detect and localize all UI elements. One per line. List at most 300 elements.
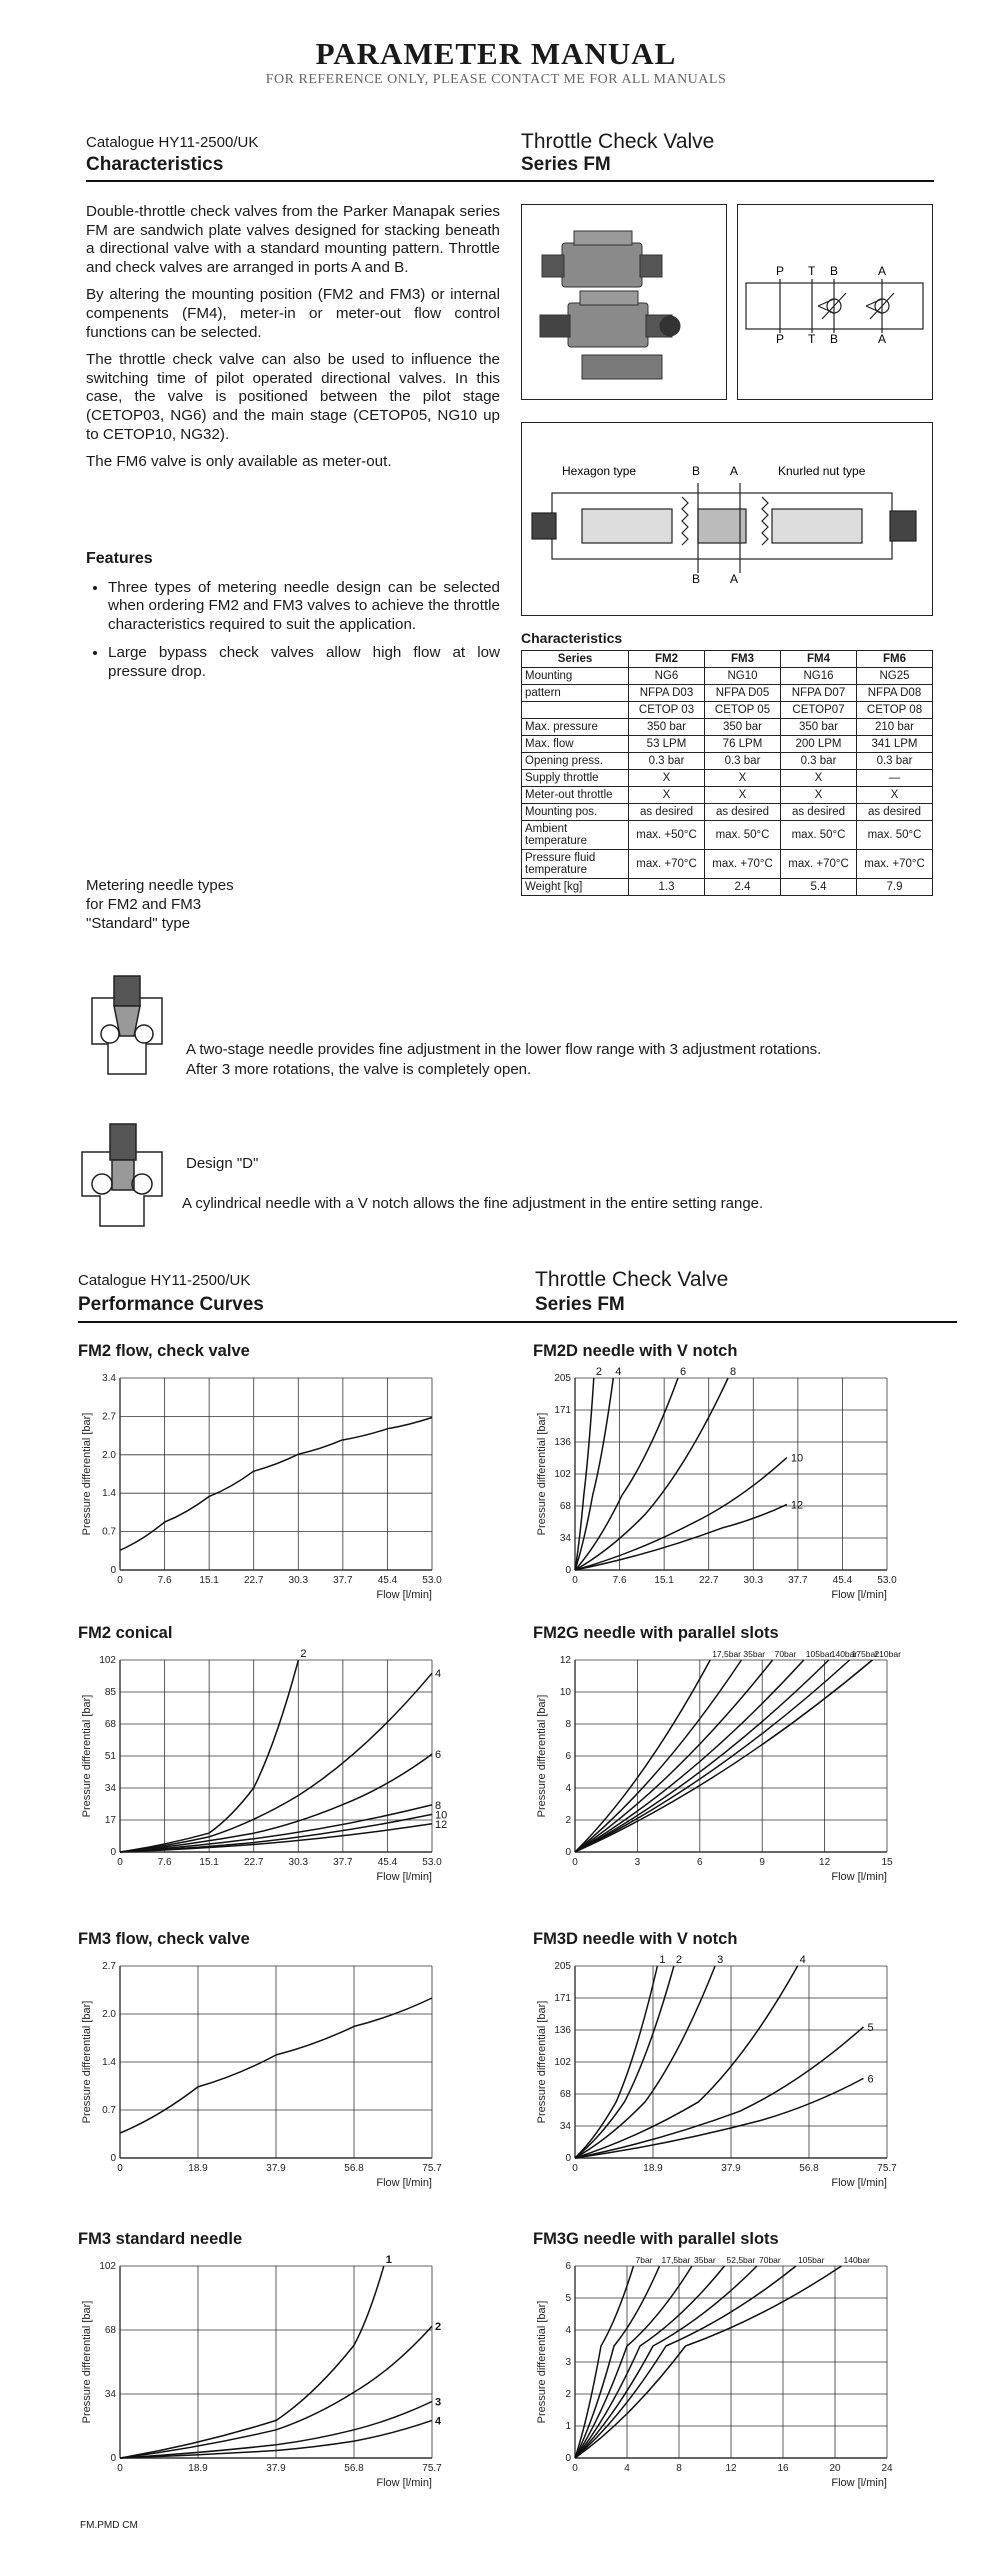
section-drawing-box — [521, 422, 933, 616]
header-rule — [86, 180, 934, 182]
y-tick-label: 1 — [565, 2421, 571, 2432]
table-cell: X — [857, 787, 933, 804]
x-tick-label: 0 — [572, 1575, 578, 1586]
x-tick-label: 37.9 — [721, 2163, 741, 2174]
design-d-desc: A cylindrical needle with a V notch allows the fine adjustment in the entire setting range. — [182, 1195, 764, 1212]
table-cell: 350 bar — [629, 719, 705, 736]
row-label-cell: Mounting — [522, 668, 629, 685]
standard-desc-line: After 3 more rotations, the valve is completely open. — [186, 1061, 532, 1078]
row-label-cell: Mounting pos. — [522, 804, 629, 821]
table-cell: NG6 — [629, 668, 705, 685]
line-chart — [533, 1646, 913, 1894]
x-tick-label: 37.7 — [333, 1575, 353, 1586]
table-cell: CETOP 03 — [629, 702, 705, 719]
series-label: 4 — [435, 2415, 442, 2428]
hexagon-type-label: Hexagon type — [562, 464, 637, 478]
table-cell: NG10 — [705, 668, 781, 685]
table-cell: 0.3 bar — [857, 753, 933, 770]
section-heading: Characteristics — [86, 154, 224, 175]
table-cell: CETOP 08 — [857, 702, 933, 719]
symbol-port-b: B — [830, 332, 839, 346]
line-chart — [78, 1952, 458, 2200]
series-label: 3 — [717, 1954, 724, 1966]
x-tick-label: 0 — [117, 1857, 123, 1868]
x-axis-label: Flow [l/min] — [376, 2177, 432, 2189]
intro-paragraph: The FM6 valve is only available as meter-out. — [86, 453, 392, 471]
table-cell: 76 LPM — [705, 736, 781, 753]
y-tick-label: 0 — [110, 2453, 116, 2464]
y-tick-label: 136 — [554, 1437, 571, 1448]
y-tick-label: 68 — [104, 1719, 116, 1730]
table-cell: X — [781, 787, 857, 804]
characteristics-table — [521, 650, 933, 896]
series-label: 175bar — [851, 1649, 879, 1659]
x-tick-label: 24 — [881, 2463, 893, 2474]
series-label: 12 — [790, 1499, 804, 1512]
line-chart — [533, 1364, 913, 1612]
table-cell: max. +70°C — [781, 850, 857, 879]
row-label-cell: Ambient temperature — [522, 821, 629, 850]
header-rule — [78, 1321, 957, 1323]
feature-item: • Three types of metering needle design can be selected when ordering FM2 and FM3 valves to achieve the throttle characteristics required to suit the application. — [108, 579, 500, 635]
x-tick-label: 37.7 — [788, 1575, 808, 1586]
catalogue-label: Catalogue HY11-2500/UK — [86, 134, 259, 151]
chart-title: FM2G needle with parallel slots — [533, 1624, 779, 1642]
table-cell: NFPA D08 — [857, 685, 933, 702]
table-header-cell: FM6 — [857, 651, 933, 668]
chart-title: FM3 standard needle — [78, 2230, 243, 2248]
row-label-cell — [522, 702, 629, 719]
y-tick-label: 2.0 — [102, 2009, 116, 2020]
table-cell: NFPA D03 — [629, 685, 705, 702]
x-tick-label: 15 — [881, 1857, 893, 1868]
x-tick-label: 15.1 — [654, 1575, 674, 1586]
x-tick-label: 15.1 — [199, 1857, 219, 1868]
features-title: Features — [86, 550, 153, 567]
intro-paragraph: The throttle check valve can also be used to influence the switching time of pilot operated directional valves. In this case, the valve is positioned between the pilot stage (CETOP03, NG6) and the main stage (CETOP05, NG10 up to CETOP10, NG32). — [86, 351, 500, 443]
y-axis-label: Pressure differential [bar] — [536, 2300, 548, 2424]
x-tick-label: 45.4 — [377, 1575, 398, 1586]
symbol-port-a: A — [878, 264, 887, 278]
x-tick-label: 22.7 — [243, 1857, 264, 1868]
series-label: 3 — [435, 2396, 442, 2409]
y-tick-label: 1.4 — [102, 1488, 116, 1500]
x-tick-label: 15.1 — [199, 1575, 219, 1586]
table-cell: X — [705, 787, 781, 804]
section-port-b: B — [692, 464, 701, 478]
series-label: 8 — [730, 1366, 737, 1378]
x-tick-label: 0 — [117, 1575, 123, 1586]
section-drawing — [522, 423, 931, 614]
series-label: 1 — [385, 2254, 392, 2266]
x-tick-label: 18.9 — [188, 2463, 208, 2474]
chart-title: FM2 conical — [78, 1624, 173, 1642]
x-tick-label: 0 — [572, 1857, 578, 1868]
series-line — [575, 1458, 787, 1570]
series-label: 10 — [790, 1452, 804, 1465]
footer-code: FM.PMD CM — [80, 2520, 138, 2531]
y-axis-label: Pressure differential [bar] — [536, 1694, 548, 1818]
series-label: 35bar — [743, 1649, 766, 1659]
x-tick-label: 30.3 — [288, 1857, 309, 1868]
needle-types-line: "Standard" type — [86, 915, 191, 932]
x-tick-label: 37.7 — [333, 1857, 353, 1868]
x-tick-label: 53.0 — [422, 1857, 442, 1868]
x-tick-label: 56.8 — [799, 2163, 819, 2174]
series-line — [120, 1418, 432, 1551]
table-cell: max. +70°C — [629, 850, 705, 879]
y-tick-label: 0 — [565, 1565, 571, 1576]
row-label-cell: Max. pressure — [522, 719, 629, 736]
y-axis-label: Pressure differential [bar] — [81, 2000, 93, 2124]
table-row — [522, 702, 933, 719]
row-label-cell: Supply throttle — [522, 770, 629, 787]
product-photo-box — [521, 204, 727, 400]
table-cell: 0.3 bar — [629, 753, 705, 770]
y-axis-label: Pressure differential [bar] — [81, 1412, 93, 1536]
table-cell: 1.3 — [629, 879, 705, 896]
section-port-a: A — [730, 464, 739, 478]
table-header-cell: FM3 — [705, 651, 781, 668]
x-axis-label: Flow [l/min] — [831, 1871, 887, 1883]
table-cell: as desired — [629, 804, 705, 821]
table-cell: X — [629, 770, 705, 787]
chart-title: FM2 flow, check valve — [78, 1342, 250, 1360]
row-label-cell: Weight [kg] — [522, 879, 629, 896]
x-tick-label: 45.4 — [832, 1575, 853, 1586]
x-tick-label: 18.9 — [188, 2163, 208, 2174]
y-tick-label: 171 — [554, 1993, 571, 2004]
series-label: 70bar — [774, 1649, 797, 1659]
y-tick-label: 3.4 — [102, 1373, 116, 1384]
row-label-cell: pattern — [522, 685, 629, 702]
needle-types-label — [86, 876, 234, 933]
table-cell: max. +70°C — [857, 850, 933, 879]
y-tick-label: 34 — [559, 2121, 571, 2132]
y-tick-label: 85 — [104, 1687, 116, 1698]
table-row — [522, 736, 933, 753]
series-line — [575, 2027, 864, 2158]
product-name: Throttle Check Valve — [535, 1268, 729, 1291]
x-tick-label: 20 — [829, 2463, 841, 2474]
y-tick-label: 34 — [104, 1783, 116, 1794]
table-row — [522, 685, 933, 702]
series-label: 52,5bar — [726, 2255, 756, 2265]
table-cell: as desired — [857, 804, 933, 821]
y-axis-label: Pressure differential [bar] — [81, 2300, 93, 2424]
x-tick-label: 7.6 — [157, 1857, 172, 1868]
y-tick-label: 102 — [554, 1469, 571, 1480]
table-cell: NG16 — [781, 668, 857, 685]
row-label-cell: Meter-out throttle — [522, 787, 629, 804]
y-tick-label: 68 — [104, 2325, 116, 2336]
line-chart — [533, 1952, 913, 2200]
y-tick-label: 34 — [104, 2389, 116, 2400]
y-tick-label: 8 — [565, 1719, 571, 1730]
y-axis-label: Pressure differential [bar] — [81, 1694, 93, 1818]
features-section — [86, 550, 500, 692]
y-tick-label: 6 — [565, 1751, 571, 1762]
table-cell: — — [857, 770, 933, 787]
y-tick-label: 2 — [565, 1815, 571, 1826]
x-axis-label: Flow [l/min] — [376, 1589, 432, 1601]
intro-text — [86, 203, 500, 481]
table-cell: NFPA D07 — [781, 685, 857, 702]
table-cell: 0.3 bar — [781, 753, 857, 770]
table-row — [522, 804, 933, 821]
series-label: 105bar — [805, 1649, 833, 1659]
x-tick-label: 18.9 — [643, 2163, 663, 2174]
series-label: 4 — [799, 1954, 806, 1966]
table-cell: as desired — [781, 804, 857, 821]
x-tick-label: 30.3 — [743, 1575, 764, 1586]
standard-needle-desc — [186, 1040, 821, 1080]
series-name: Series FM — [521, 154, 611, 175]
series-label: 2 — [595, 1366, 602, 1378]
y-tick-label: 205 — [554, 1373, 571, 1384]
series-label: 140bar — [843, 2255, 870, 2265]
standard-needle-drawing — [84, 974, 170, 1084]
series-label: 4 — [615, 1366, 622, 1378]
y-tick-label: 0.7 — [102, 2105, 116, 2116]
y-tick-label: 4 — [565, 2325, 571, 2336]
y-tick-label: 0 — [565, 1847, 571, 1858]
symbol-port-p: P — [776, 264, 785, 278]
table-row — [522, 770, 933, 787]
line-chart — [78, 2252, 458, 2500]
series-label: 17,5bar — [712, 1649, 742, 1659]
series-label: 210bar — [874, 1649, 901, 1659]
x-tick-label: 7.6 — [157, 1575, 172, 1586]
x-tick-label: 12 — [725, 2463, 737, 2474]
series-line — [120, 1673, 432, 1852]
intro-paragraph: By altering the mounting position (FM2 and FM3) or internal compenents (FM4), meter-in or meter-out flow control functions can be selected. — [86, 286, 500, 341]
table-row — [522, 787, 933, 804]
x-tick-label: 0 — [117, 2163, 123, 2174]
design-d-needle-drawing — [74, 1122, 170, 1232]
row-label-cell: Opening press. — [522, 753, 629, 770]
section-port-a: A — [730, 572, 739, 586]
needle-types-line: Metering needle types — [86, 877, 234, 894]
table-title: Characteristics — [521, 630, 623, 646]
series-label: 1 — [659, 1954, 666, 1966]
y-tick-label: 2.7 — [102, 1961, 116, 1972]
series-label: 12 — [435, 1818, 448, 1831]
y-axis-label: Pressure differential [bar] — [536, 2000, 548, 2124]
intro-paragraph: Double-throttle check valves from the Parker Manapak series FM are sandwich plate valves designed for stacking beneath a directional valve with a standard mounting pattern. Throttle and check valves are arranged in ports A and B. — [86, 203, 500, 276]
table-cell: X — [705, 770, 781, 787]
x-tick-label: 22.7 — [243, 1575, 264, 1586]
x-tick-label: 45.4 — [377, 1857, 398, 1868]
series-label: 6 — [680, 1366, 687, 1378]
y-axis-label: Pressure differential [bar] — [536, 1412, 548, 1536]
series-label: 70bar — [759, 2255, 781, 2265]
section-heading: Performance Curves — [78, 1294, 264, 1315]
table-cell: NFPA D05 — [705, 685, 781, 702]
x-tick-label: 7.6 — [612, 1575, 627, 1586]
table-cell: max. 50°C — [705, 821, 781, 850]
y-tick-label: 102 — [554, 2057, 571, 2068]
line-chart — [78, 1646, 458, 1894]
y-tick-label: 1.4 — [102, 2057, 116, 2068]
symbol-port-a: A — [878, 332, 887, 346]
y-tick-label: 12 — [559, 1655, 571, 1666]
series-label: 140bar — [830, 1649, 858, 1659]
table-row — [522, 850, 933, 879]
x-tick-label: 53.0 — [422, 1575, 442, 1586]
x-tick-label: 9 — [759, 1857, 765, 1868]
series-name: Series FM — [535, 1294, 625, 1315]
knurled-nut-label: Knurled nut type — [778, 464, 866, 478]
table-cell: X — [629, 787, 705, 804]
y-tick-label: 4 — [565, 1783, 571, 1794]
y-tick-label: 102 — [99, 2261, 116, 2272]
x-tick-label: 37.9 — [266, 2163, 286, 2174]
x-tick-label: 0 — [572, 2463, 578, 2474]
table-cell: 0.3 bar — [705, 753, 781, 770]
page-title: PARAMETER MANUAL — [315, 36, 677, 71]
y-tick-label: 0 — [110, 1847, 116, 1858]
y-tick-label: 136 — [554, 2025, 571, 2036]
table-cell: 200 LPM — [781, 736, 857, 753]
row-label-cell: Max. flow — [522, 736, 629, 753]
y-tick-label: 102 — [99, 1655, 116, 1666]
symbol-port-b: B — [830, 264, 839, 278]
table-cell: 5.4 — [781, 879, 857, 896]
section-port-b: B — [692, 572, 701, 586]
x-axis-label: Flow [l/min] — [376, 1871, 432, 1883]
y-tick-label: 0 — [565, 2153, 571, 2164]
needle-types-line: for FM2 and FM3 — [86, 896, 202, 913]
x-tick-label: 75.7 — [422, 2163, 442, 2174]
y-tick-label: 2 — [565, 2389, 571, 2400]
x-tick-label: 22.7 — [698, 1575, 719, 1586]
x-tick-label: 12 — [819, 1857, 831, 1868]
y-tick-label: 2.0 — [102, 1449, 116, 1461]
x-tick-label: 4 — [624, 2463, 630, 2474]
symbol-port-p: P — [776, 332, 785, 346]
y-tick-label: 0.7 — [102, 1526, 116, 1538]
y-tick-label: 6 — [565, 2261, 571, 2272]
chart-title: FM3G needle with parallel slots — [533, 2230, 779, 2248]
table-cell: as desired — [705, 804, 781, 821]
table-cell: 350 bar — [705, 719, 781, 736]
design-d-title: Design "D" — [186, 1155, 259, 1172]
y-tick-label: 0 — [110, 2153, 116, 2164]
x-tick-label: 37.9 — [266, 2463, 286, 2474]
x-tick-label: 8 — [676, 2463, 682, 2474]
y-tick-label: 51 — [104, 1751, 116, 1762]
y-tick-label: 205 — [554, 1961, 571, 1972]
standard-desc-line: A two-stage needle provides fine adjustment in the lower flow range with 3 adjustment rotations. — [186, 1041, 822, 1058]
table-header-cell: FM4 — [781, 651, 857, 668]
product-name: Throttle Check Valve — [521, 130, 715, 153]
series-label: 10 — [435, 1809, 448, 1822]
x-tick-label: 56.8 — [344, 2463, 364, 2474]
row-label-cell: Pressure fluid temperature — [522, 850, 629, 879]
table-cell: X — [781, 770, 857, 787]
y-tick-label: 0 — [110, 1565, 116, 1576]
table-cell: max. +70°C — [705, 850, 781, 879]
y-tick-label: 5 — [565, 2293, 571, 2304]
series-line — [120, 2266, 384, 2458]
table-header-cell: Series — [522, 651, 629, 668]
symbol-port-t: T — [808, 264, 816, 278]
table-cell: max. +50°C — [629, 821, 705, 850]
table-row — [522, 821, 933, 850]
x-tick-label: 53.0 — [877, 1575, 897, 1586]
series-label: 6 — [435, 1749, 442, 1762]
series-label: 8 — [435, 1799, 442, 1812]
table-cell: max. 50°C — [857, 821, 933, 850]
table-cell: 350 bar — [781, 719, 857, 736]
series-label: 7bar — [635, 2255, 653, 2265]
feature-item: • Large bypass check valves allow high flow at low pressure drop. — [108, 644, 500, 681]
catalogue-label: Catalogue HY11-2500/UK — [78, 1272, 251, 1289]
series-label: 4 — [435, 1668, 442, 1681]
x-axis-label: Flow [l/min] — [831, 1589, 887, 1601]
x-axis-label: Flow [l/min] — [831, 2177, 887, 2189]
y-tick-label: 3 — [565, 2357, 571, 2368]
table-cell: 53 LPM — [629, 736, 705, 753]
chart-title: FM2D needle with V notch — [533, 1342, 738, 1360]
y-tick-label: 17 — [104, 1815, 116, 1826]
table-row — [522, 879, 933, 896]
chart-title: FM3D needle with V notch — [533, 1930, 738, 1948]
table-cell: CETOP 05 — [705, 702, 781, 719]
x-tick-label: 30.3 — [288, 1575, 309, 1586]
table-row — [522, 753, 933, 770]
y-tick-label: 0 — [565, 2453, 571, 2464]
table-cell: 210 bar — [857, 719, 933, 736]
series-line — [120, 1754, 432, 1852]
y-tick-label: 171 — [554, 1405, 571, 1416]
x-tick-label: 56.8 — [344, 2163, 364, 2174]
series-label: 2 — [435, 2321, 442, 2334]
x-tick-label: 0 — [572, 2163, 578, 2174]
y-tick-label: 2.7 — [102, 1411, 116, 1423]
table-header-row — [522, 651, 933, 668]
x-tick-label: 3 — [634, 1857, 641, 1868]
table-cell: 2.4 — [705, 879, 781, 896]
table-cell: CETOP07 — [781, 702, 857, 719]
table-row — [522, 719, 933, 736]
y-tick-label: 68 — [559, 1501, 571, 1512]
valve-photo — [522, 205, 725, 398]
series-label: 105bar — [798, 2255, 825, 2265]
series-label: 2 — [675, 1954, 683, 1966]
series-label: 5 — [867, 2021, 874, 2034]
series-label: 35bar — [694, 2255, 716, 2265]
chart-title: FM3 flow, check valve — [78, 1930, 250, 1948]
x-axis-label: Flow [l/min] — [376, 2477, 432, 2489]
x-tick-label: 75.7 — [877, 2163, 897, 2174]
y-tick-label: 68 — [559, 2089, 571, 2100]
x-tick-label: 6 — [697, 1857, 703, 1868]
line-chart — [78, 1364, 458, 1612]
hydraulic-symbol-box — [737, 204, 933, 400]
table-cell: 7.9 — [857, 879, 933, 896]
table-cell: max. 50°C — [781, 821, 857, 850]
hydraulic-symbol — [738, 205, 931, 398]
symbol-port-t: T — [808, 332, 816, 346]
x-tick-label: 75.7 — [422, 2463, 442, 2474]
table-row — [522, 668, 933, 685]
y-tick-label: 10 — [559, 1687, 571, 1698]
page-subtitle: FOR REFERENCE ONLY, PLEASE CONTACT ME FOR ALL MANUALS — [265, 72, 727, 87]
x-axis-label: Flow [l/min] — [831, 2477, 887, 2489]
series-label: 17,5bar — [661, 2255, 691, 2265]
